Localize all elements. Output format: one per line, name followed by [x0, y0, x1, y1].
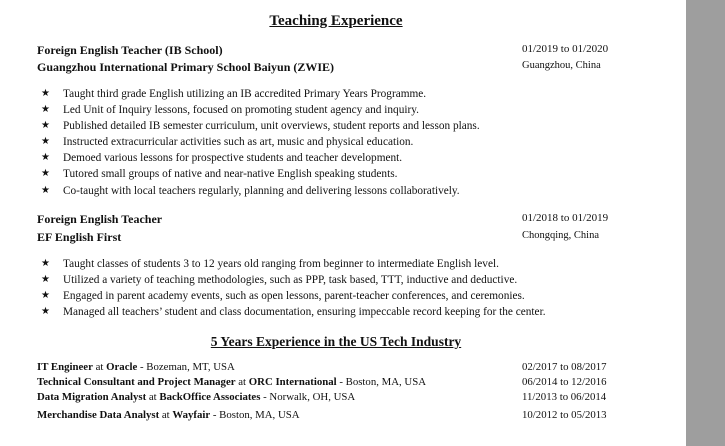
tech-job-dates: 11/2013 to 06/2014	[522, 391, 607, 403]
list-item: ★ Engaged in parent academy events, such as open lessons, parent-teacher conferences, and ceremonies.	[37, 288, 546, 304]
list-item: ★ Led Unit of Inquiry lessons, focused on promoting student agency and inquiry.	[37, 102, 480, 118]
tech-job-dates: 10/2012 to 05/2013	[522, 409, 607, 421]
star-icon: ★	[41, 184, 50, 196]
star-icon: ★	[41, 120, 50, 132]
list-item: ★ Instructed extracurricular activities such as art, music and physical education.	[37, 134, 480, 150]
list-item: ★ Taught third grade English utilizing an IB accredited Primary Years Programme.	[37, 86, 480, 102]
star-icon: ★	[41, 290, 50, 302]
job2-dates: 01/2018 to 01/2019	[522, 212, 609, 224]
list-item: ★ Taught classes of students 3 to 12 years old ranging from beginner to intermediate English level.	[37, 256, 546, 272]
scrollbar[interactable]	[686, 0, 725, 446]
star-icon: ★	[41, 136, 50, 148]
job1-subheader	[37, 60, 637, 76]
job1-header	[37, 43, 637, 59]
tech-job-row: Technical Consultant and Project Manager at ORC International - Boston, MA, USA 06/2014 to 12/2016	[37, 376, 607, 388]
list-item: ★ Managed all teachers’ student and class documentation, ensuring impeccable record keeping for the center.	[37, 304, 546, 320]
star-icon: ★	[41, 258, 50, 269]
star-icon: ★	[41, 168, 50, 180]
job1-bullets	[37, 86, 480, 199]
list-item: ★ Utilized a variety of teaching methodologies, such as PPP, task based, TTT, inductive and deductive.	[37, 272, 546, 288]
list-item: ★ Published detailed IB semester curriculum, unit overviews, student reports and lesson plans.	[37, 118, 480, 134]
job2-title: Foreign English Teacher	[37, 212, 163, 226]
star-icon: ★	[41, 152, 50, 164]
job2-bullets	[37, 256, 546, 320]
section-title-teaching: Teaching Experience	[269, 13, 403, 29]
job2-header	[37, 212, 637, 228]
star-icon: ★	[41, 104, 50, 116]
job1-dates: 01/2019 to 01/2020	[522, 43, 609, 55]
tech-job-row: Data Migration Analyst at BackOffice Associates - Norwalk, OH, USA 11/2013 to 06/2014	[37, 391, 607, 403]
job1-org: Guangzhou International Primary School Baiyun (ZWIE)	[37, 60, 335, 74]
list-item: ★ Co-taught with local teachers regularly, planning and delivering lessons collaboratively.	[37, 183, 480, 199]
job2-subheader	[37, 230, 637, 246]
tech-job-dates: 06/2014 to 12/2016	[522, 376, 607, 388]
tech-job-row: IT Engineer at Oracle - Bozeman, MT, USA 02/2017 to 08/2017	[37, 361, 607, 373]
star-icon: ★	[41, 88, 50, 99]
section-title-tech: 5 Years Experience in the US Tech Industry	[210, 334, 462, 349]
job1-location: Guangzhou, China	[522, 60, 601, 71]
job2-location: Chongqing, China	[522, 230, 600, 241]
tech-job-dates: 02/2017 to 08/2017	[522, 361, 607, 373]
list-item: ★ Demoed various lessons for prospective students and teacher development.	[37, 150, 480, 166]
job2-org: EF English First	[37, 230, 122, 244]
job1-title: Foreign English Teacher (IB School)	[37, 43, 223, 57]
star-icon: ★	[41, 274, 50, 286]
star-icon: ★	[41, 306, 50, 318]
tech-job-row: Merchandise Data Analyst at Wayfair - Boston, MA, USA 10/2012 to 05/2013	[37, 409, 607, 421]
list-item: ★ Tutored small groups of native and near-native English speaking students.	[37, 166, 480, 182]
